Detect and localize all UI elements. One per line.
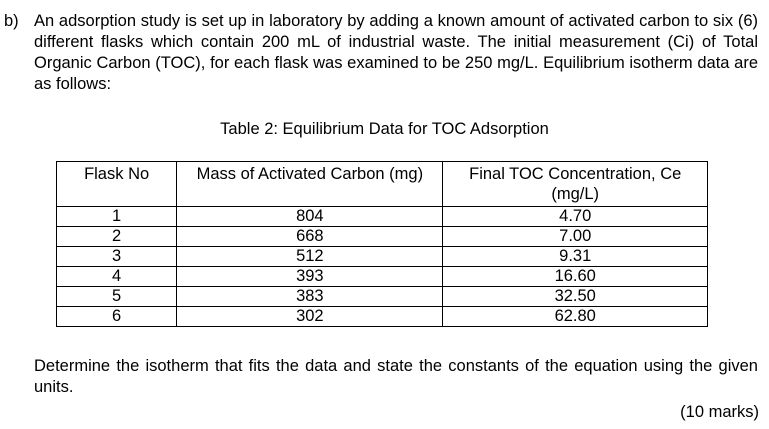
cell-flask-no: 4 — [57, 267, 177, 287]
table-row — [57, 207, 708, 227]
header-final-toc: Final TOC Concentration, Ce (mg/L) — [443, 162, 708, 207]
cell-flask-no: 6 — [57, 307, 177, 327]
cell-ce: 9.31 — [443, 247, 708, 267]
equilibrium-data-table — [56, 161, 708, 327]
cell-ce: 32.50 — [443, 287, 708, 307]
table-row — [57, 287, 708, 307]
cell-ce: 4.70 — [443, 207, 708, 227]
cell-flask-no: 1 — [57, 207, 177, 227]
table-row — [57, 247, 708, 267]
question-text: An adsorption study is set up in laboratory by adding a known amount of activated carbon to six (6) different flasks which contain 200 mL of industrial waste. The initial measurement (Ci) of Total Organic Carbon (TOC), for each flask was examined to be 250 mg/L. Equilibrium isotherm data are as follows: — [34, 12, 758, 93]
cell-mass: 668 — [177, 227, 443, 247]
table-header-row — [57, 162, 708, 207]
table-row — [57, 227, 708, 247]
cell-flask-no: 2 — [57, 227, 177, 247]
cell-mass: 302 — [177, 307, 443, 327]
header-flask-no: Flask No — [57, 162, 177, 207]
marks-label: (10 marks) — [680, 403, 759, 421]
cell-flask-no: 3 — [57, 247, 177, 267]
cell-mass: 383 — [177, 287, 443, 307]
table-row — [57, 307, 708, 327]
cell-flask-no: 5 — [57, 287, 177, 307]
header-mass-activated-carbon: Mass of Activated Carbon (mg) — [177, 162, 443, 207]
table-caption: Table 2: Equilibrium Data for TOC Adsorption — [220, 120, 549, 138]
cell-mass: 804 — [177, 207, 443, 227]
cell-mass: 512 — [177, 247, 443, 267]
cell-ce: 7.00 — [443, 227, 708, 247]
cell-mass: 393 — [177, 267, 443, 287]
question-label: b) — [4, 12, 19, 30]
cell-ce: 16.60 — [443, 267, 708, 287]
instruction-text: Determine the isotherm that fits the data and state the constants of the equation using the given units. — [34, 357, 758, 396]
cell-ce: 62.80 — [443, 307, 708, 327]
table-row — [57, 267, 708, 287]
